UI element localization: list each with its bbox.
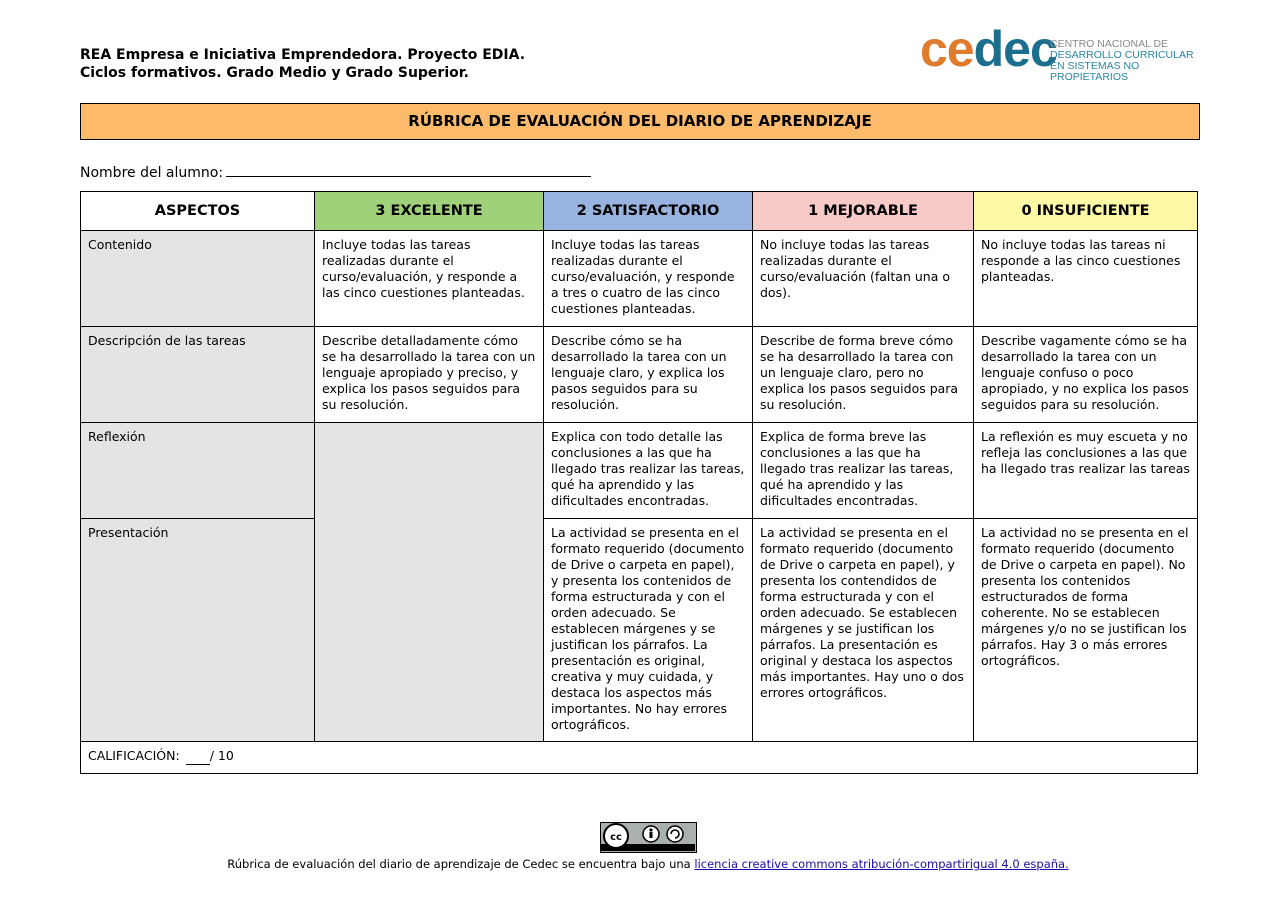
criteria-cell: La actividad no se presenta en el formato requerido (documento de Drive o carpeta en papel). No presenta los contenidos estructurados de forma coherente. No se establecen márgenes y/o no se justifican los párrafos. Hay 3 o más errores ortográficos. [974, 519, 1198, 742]
criteria-cell: Describe detalladamente cómo se ha desarrollado la tarea con un lenguaje apropiado y preciso, y explica los pasos seguidos para su resolución. [315, 327, 544, 423]
rubric-table [80, 191, 1198, 774]
grade-suffix: / 10 [209, 748, 234, 763]
grade-blank [186, 748, 210, 765]
logo-sub-line-1: CENTRO NACIONAL DE [1050, 38, 1169, 50]
empty-excelente-cell [315, 423, 544, 742]
logo-word-part2: dec [973, 21, 1057, 77]
logo-wordmark [920, 21, 1057, 77]
criteria-cell: La reflexión es muy escueta y no refleja las conclusiones a las que ha llegado tras realizar las tareas [974, 423, 1198, 519]
header-satisfactorio: 2 SATISFACTORIO [544, 192, 753, 231]
table-row [81, 519, 1198, 742]
logo-subtitle [1050, 39, 1200, 83]
cc-by-sa-icon [601, 823, 695, 851]
criteria-cell: Explica de forma breve las conclusiones a las que ha llegado tras realizar las tareas, qué ha aprendido y las dificultades encontradas. [753, 423, 974, 519]
rubric-title: RÚBRICA DE EVALUACIÓN DEL DIARIO DE APRENDIZAJE [80, 103, 1200, 140]
license-footer [0, 857, 1286, 871]
header-line-1: REA Empresa e Iniciativa Emprendedora. Proyecto EDIA. [80, 47, 526, 63]
criteria-cell: Describe vagamente cómo se ha desarrollado la tarea con un lenguaje confuso o poco apropiado, y no explica los pasos seguidos para su resolución. [974, 327, 1198, 423]
criteria-cell: La actividad se presenta en el formato requerido (documento de Drive o carpeta en papel), y presenta los contendidos de forma estructurada y con el orden adecuado. Se establecen márgenes y se justifican los párrafos. La presentación es original y destaca los aspectos más importantes. Hay uno o dos errores ortográficos. [753, 519, 974, 742]
header-line-2: Ciclos formativos. Grado Medio y Grado Superior. [80, 65, 469, 81]
table-row [81, 231, 1198, 327]
header-excelente: 3 EXCELENTE [315, 192, 544, 231]
logo-sub-line-2: DESARROLLO CURRICULAR [1050, 49, 1194, 61]
table-row [81, 327, 1198, 423]
header-mejorable: 1 MEJORABLE [753, 192, 974, 231]
aspect-cell: Reflexión [81, 423, 315, 519]
logo-sub-line-3: EN SISTEMAS NO PROPIETARIOS [1050, 60, 1140, 83]
grade-row [81, 742, 1198, 774]
grade-label: CALIFICACIÓN: [88, 748, 180, 763]
cedec-logo [920, 21, 1200, 83]
criteria-cell: Incluye todas las tareas realizadas durante el curso/evaluación, y responde a tres o cuatro de las cinco cuestiones planteadas. [544, 231, 753, 327]
svg-text:cc: cc [610, 832, 622, 843]
table-header-row [81, 192, 1198, 231]
criteria-cell: La actividad se presenta en el formato requerido (documento de Drive o carpeta en papel), y presenta los contenidos de forma estructurada y con el orden adecuado. Se establecen márgenes y se justifican los párrafos. La presentación es original, creativa y muy cuidada, y destaca los aspectos más importantes. No hay errores ortográficos. [544, 519, 753, 742]
criteria-cell: Incluye todas las tareas realizadas durante el curso/evaluación, y responde a las cinco cuestiones planteadas. [315, 231, 544, 327]
student-name-field [80, 162, 591, 181]
logo-word-part1: ce [920, 21, 974, 77]
creative-commons-badge [600, 822, 697, 853]
criteria-cell: No incluye todas las tareas ni responde a las cinco cuestiones planteadas. [974, 231, 1198, 327]
aspect-cell: Contenido [81, 231, 315, 327]
license-link[interactable]: licencia creative commons atribución-compartirigual 4.0 españa. [694, 857, 1069, 871]
header-insuficiente: 0 INSUFICIENTE [974, 192, 1198, 231]
student-name-blank [226, 162, 591, 177]
criteria-cell: No incluye todas las tareas realizadas durante el curso/evaluación (faltan una o dos). [753, 231, 974, 327]
grade-cell [81, 742, 1198, 774]
aspect-cell: Descripción de las tareas [81, 327, 315, 423]
table-row [81, 423, 1198, 519]
aspect-cell: Presentación [81, 519, 315, 742]
criteria-cell: Describe de forma breve cómo se ha desarrollado la tarea con un lenguaje claro, pero no explica los pasos seguidos para su resolución. [753, 327, 974, 423]
footer-text: Rúbrica de evaluación del diario de aprendizaje de Cedec se encuentra bajo una [227, 857, 695, 871]
document-header [80, 46, 525, 82]
criteria-cell: Explica con todo detalle las conclusiones a las que ha llegado tras realizar las tareas, qué ha aprendido y las dificultades encontradas. [544, 423, 753, 519]
header-aspectos: ASPECTOS [81, 192, 315, 231]
criteria-cell: Describe cómo se ha desarrollado la tarea con un lenguaje claro, y explica los pasos seguidos para su resolución. [544, 327, 753, 423]
student-name-label: Nombre del alumno: [80, 165, 224, 181]
